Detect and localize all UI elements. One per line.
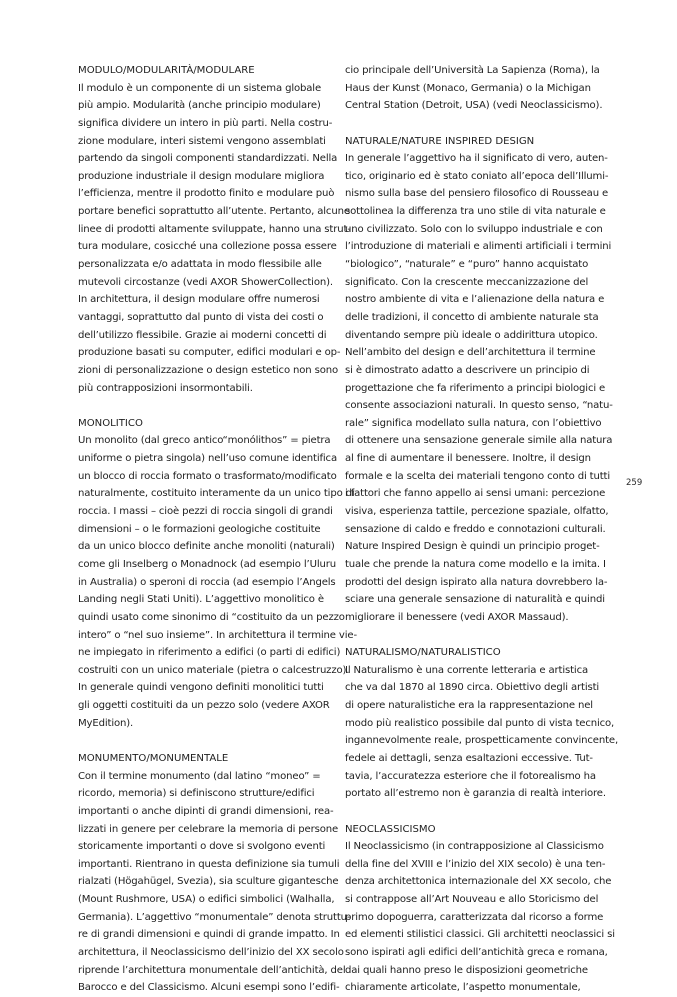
text-line: zione modulare, interi sistemi vengono assemblati bbox=[78, 135, 326, 147]
text-line: delle tradizioni, il concetto di ambiente naturale sta bbox=[345, 311, 599, 323]
text-line: di ottenere una sensazione generale simile alla natura bbox=[345, 435, 613, 447]
text-line: nostro ambiente di vita e l’alienazione della natura e bbox=[345, 294, 605, 306]
entry-heading: NATURALE/NATURE INSPIRED DESIGN bbox=[345, 135, 535, 147]
text-line: intero” o “nel suo insieme”. In architettura il termine vie- bbox=[78, 629, 357, 641]
text-line: produzione industriale il design modulare migliora bbox=[78, 170, 325, 182]
page-number: 259 bbox=[626, 478, 643, 488]
text-line: sciare una generale sensazione di naturalità e quindi bbox=[345, 594, 605, 606]
text-line: i fattori che fanno appello ai sensi umani: percezione bbox=[345, 488, 606, 500]
text-line: nismo sulla base del pensiero filosofico di Rousseau e bbox=[345, 188, 609, 200]
text-line: re di grandi dimensioni e quindi di grande impatto. In bbox=[78, 929, 340, 941]
text-line: rialzati (Högahügel, Svezia), sia sculture gigantesche bbox=[78, 876, 339, 888]
text-line: formale e la scelta dei materiali tengono conto di tutti bbox=[345, 470, 610, 482]
text-line: Landing negli Stati Uniti). L’aggettivo monolitico è bbox=[78, 594, 324, 606]
text-line: ricordo, memoria) si definiscono strutture/edifici bbox=[78, 788, 315, 800]
text-line: In generale l’aggettivo ha il significato di vero, auten- bbox=[345, 153, 608, 165]
entry-heading: NATURALISMO/NATURALISTICO bbox=[345, 647, 501, 659]
text-line: dimensioni – o le formazioni geologiche costituite bbox=[78, 523, 321, 535]
text-line: cio principale dell’Università La Sapienza (Roma), la bbox=[345, 65, 600, 76]
text-line: partendo da singoli componenti standardizzati. Nella bbox=[78, 153, 338, 165]
paragraph-gap bbox=[345, 115, 607, 133]
text-line: più contrapposizioni insormontabili. bbox=[78, 382, 253, 394]
text-line: costruiti con un unico materiale (pietra o calcestruzzo). bbox=[78, 664, 350, 676]
text-line: zioni di personalizzazione o design estetico non sono bbox=[78, 364, 339, 376]
text-line: Un monolito (dal greco antico“monólithos” = pietra bbox=[78, 435, 331, 447]
text-line: significa dividere un intero in più parti. Nella costru- bbox=[78, 117, 333, 129]
text-line: gli oggetti costituiti da un pezzo solo (vedere AXOR bbox=[78, 700, 330, 712]
text-line: in Australia) o speroni di roccia (ad esempio l’Angels bbox=[78, 576, 336, 588]
text-line: portare benefici soprattutto all’utente. Pertanto, alcune bbox=[78, 206, 350, 218]
text-line: Il modulo è un componente di un sistema globale bbox=[78, 82, 322, 94]
text-line: fedele ai dettagli, senza esaltazioni eccessive. Tut- bbox=[345, 752, 593, 764]
text-line: Germania). L’aggettivo “monumentale” denota struttu- bbox=[78, 911, 351, 923]
text-line: progettazione che fa riferimento a principi biologici e bbox=[345, 382, 606, 394]
right-column bbox=[345, 62, 619, 997]
entry-heading: MODULO/MODULARITÀ/MODULARE bbox=[78, 65, 255, 76]
text-line: si è dimostrato adatto a descrivere un principio di bbox=[345, 364, 590, 376]
text-line: lizzati in genere per celebrare la memoria di persone bbox=[78, 823, 339, 835]
entry-neoclassicismo bbox=[345, 821, 615, 997]
text-line: della fine del XVIII e l’inizio del XIX secolo) è una ten- bbox=[345, 858, 606, 870]
text-line: denza architettonica internazionale del XX secolo, che bbox=[345, 876, 612, 888]
text-line: l’efficienza, mentre il prodotto finito e modulare può bbox=[78, 188, 335, 200]
text-line: si contrappose all’Art Nouveau e allo Storicismo del bbox=[345, 894, 599, 906]
text-line: Nell’ambito del design e dell’architettura il termine bbox=[345, 347, 596, 359]
entry-monumento-continued bbox=[345, 62, 607, 115]
text-line: portato all’estremo non è garanzia di realtà interiore. bbox=[345, 788, 606, 800]
text-line: l’introduzione di materiali e alimenti artificiali i termini bbox=[345, 241, 612, 253]
text-line: In generale quindi vengono definiti monolitici tutti bbox=[78, 682, 324, 694]
text-line: riprende l’architettura monumentale dell’antichità, del bbox=[78, 964, 346, 976]
entry-naturalismo bbox=[345, 644, 619, 803]
text-line: migliorare il benessere (vedi AXOR Massaud). bbox=[345, 611, 569, 623]
text-line: (Mount Rushmore, USA) o edifici simbolici (Walhalla, bbox=[78, 894, 335, 906]
text-line: storicamente importanti o dove si svolgono eventi bbox=[78, 841, 326, 853]
entry-modulo bbox=[78, 62, 351, 397]
text-line: ed elementi stilistici classici. Gli architetti neoclassici si bbox=[345, 929, 615, 941]
text-line: prodotti del design ispirato alla natura dovrebbero la- bbox=[345, 576, 608, 588]
text-line: mutevoli circostanze (vedi AXOR ShowerCollection). bbox=[78, 276, 333, 288]
text-line: sensazione di caldo e freddo e connotazioni culturali. bbox=[345, 523, 606, 535]
text-line: modo più realistico possibile dal punto di vista tecnico, bbox=[345, 717, 615, 729]
text-line: Central Station (Detroit, USA) (vedi Neoclassicismo). bbox=[345, 100, 603, 112]
text-line: importanti o anche dipinti di grandi dimensioni, rea- bbox=[78, 805, 334, 817]
entry-heading: NEOCLASSICISMO bbox=[345, 823, 436, 835]
text-line: rale” significa modellato sulla natura, con l’obiettivo bbox=[345, 417, 602, 429]
text-line: tura modulare, cosicché una collezione possa essere bbox=[78, 241, 337, 253]
text-line: un blocco di roccia formato o trasformato/modificato bbox=[78, 470, 337, 482]
paragraph-gap bbox=[345, 803, 607, 821]
text-line: quindi usato come sinonimo di “costituito da un pezzo bbox=[78, 611, 345, 623]
text-line: MyEdition). bbox=[78, 717, 134, 729]
text-line: ne impiegato in riferimento a edifici (o parti di edifici) bbox=[78, 647, 341, 659]
text-line: architettura, il Neoclassicismo dell’inizio del XX secolo bbox=[78, 947, 344, 959]
text-line: Il Neoclassicismo (in contrapposizione al Classicismo bbox=[345, 841, 604, 853]
text-line: produzione basati su computer, edifici modulari e op- bbox=[78, 347, 341, 359]
text-line: roccia. I massi – cioè pezzi di roccia singoli di grandi bbox=[78, 506, 333, 518]
text-line: Haus der Kunst (Monaco, Germania) o la Michigan bbox=[345, 82, 591, 94]
text-line: In architettura, il design modulare offre numerosi bbox=[78, 294, 320, 306]
paragraph-gap bbox=[78, 732, 340, 750]
text-line: Nature Inspired Design è quindi un principio proget- bbox=[345, 541, 600, 553]
text-line: primo dopoguerra, caratterizzata dal ricorso a forme bbox=[345, 911, 604, 923]
text-line: tico, originario ed è stato coniato all’epoca dell’Illumi- bbox=[345, 170, 609, 182]
text-line: diventando sempre più ideale o addirittura utopico. bbox=[345, 329, 598, 341]
text-line: di opere naturalistiche era la rappresentazione nel bbox=[345, 700, 593, 712]
paragraph-gap bbox=[345, 627, 607, 645]
text-line: al fine di aumentare il benessere. Inoltre, il design bbox=[345, 453, 591, 465]
text-line: vantaggi, soprattutto dal punto di vista dei costi o bbox=[78, 311, 324, 323]
text-line: tuale che prende la natura come modello e la imita. I bbox=[345, 558, 606, 570]
text-line: sono ispirati agli edifici dell’antichità greca e romana, bbox=[345, 947, 608, 959]
text-line: Il Naturalismo è una corrente letteraria e artistica bbox=[345, 664, 589, 676]
text-line: Con il termine monumento (dal latino “moneo” = bbox=[78, 770, 321, 782]
entry-monolitico bbox=[78, 415, 357, 733]
text-line: visiva, esperienza tattile, percezione spaziale, olfatto, bbox=[345, 506, 609, 518]
text-line: consente associazioni naturali. In questo senso, “natu- bbox=[345, 400, 613, 412]
text-line: ingannevolmente reale, prospetticamente convincente, bbox=[345, 735, 619, 747]
text-line: dai quali hanno preso le disposizioni geometriche bbox=[345, 964, 588, 976]
text-line: Barocco e del Classicismo. Alcuni esempi sono l’edifi- bbox=[78, 982, 340, 994]
entry-naturale bbox=[345, 133, 613, 627]
text-line: più ampio. Modularità (anche principio modulare) bbox=[78, 100, 321, 112]
text-line: tavia, l’accuratezza esteriore che il fotorealismo ha bbox=[345, 770, 596, 782]
text-line: significato. Con la crescente meccanizzazione del bbox=[345, 276, 589, 288]
left-column bbox=[78, 62, 357, 997]
text-line: come gli Inselberg o Monadnock (ad esempio l’Uluru bbox=[78, 558, 336, 570]
text-line: linee di prodotti altamente sviluppate, hanno una strut- bbox=[78, 223, 351, 235]
text-line: sottolinea la differenza tra uno stile di vita naturale e bbox=[345, 206, 606, 218]
text-line: dell’utilizzo flessibile. Grazie ai moderni concetti di bbox=[78, 329, 327, 341]
text-line: uniforme o pietra singola) nell’uso comune identifica bbox=[78, 453, 337, 465]
text-line: naturalmente, costituito interamente da un unico tipo di bbox=[78, 488, 355, 500]
entry-monumento bbox=[78, 750, 351, 997]
text-line: “biologico”, “naturale” e “puro” hanno acquistato bbox=[345, 259, 589, 271]
text-line: chiaramente articolate, l’aspetto monumentale, bbox=[345, 982, 581, 994]
entry-heading: MONOLITICO bbox=[78, 417, 143, 429]
text-line: personalizzata e/o adattata in modo flessibile alle bbox=[78, 259, 322, 271]
text-line: che va dal 1870 al 1890 circa. Obiettivo degli artisti bbox=[345, 682, 600, 694]
text-line: importanti. Rientrano in questa definizione sia tumuli bbox=[78, 858, 340, 870]
text-line: da un unico blocco definite anche monoliti (naturali) bbox=[78, 541, 335, 553]
text-line: uno civilizzato. Solo con lo sviluppo industriale e con bbox=[345, 223, 603, 235]
paragraph-gap bbox=[78, 397, 340, 415]
entry-heading: MONUMENTO/MONUMENTALE bbox=[78, 752, 229, 764]
